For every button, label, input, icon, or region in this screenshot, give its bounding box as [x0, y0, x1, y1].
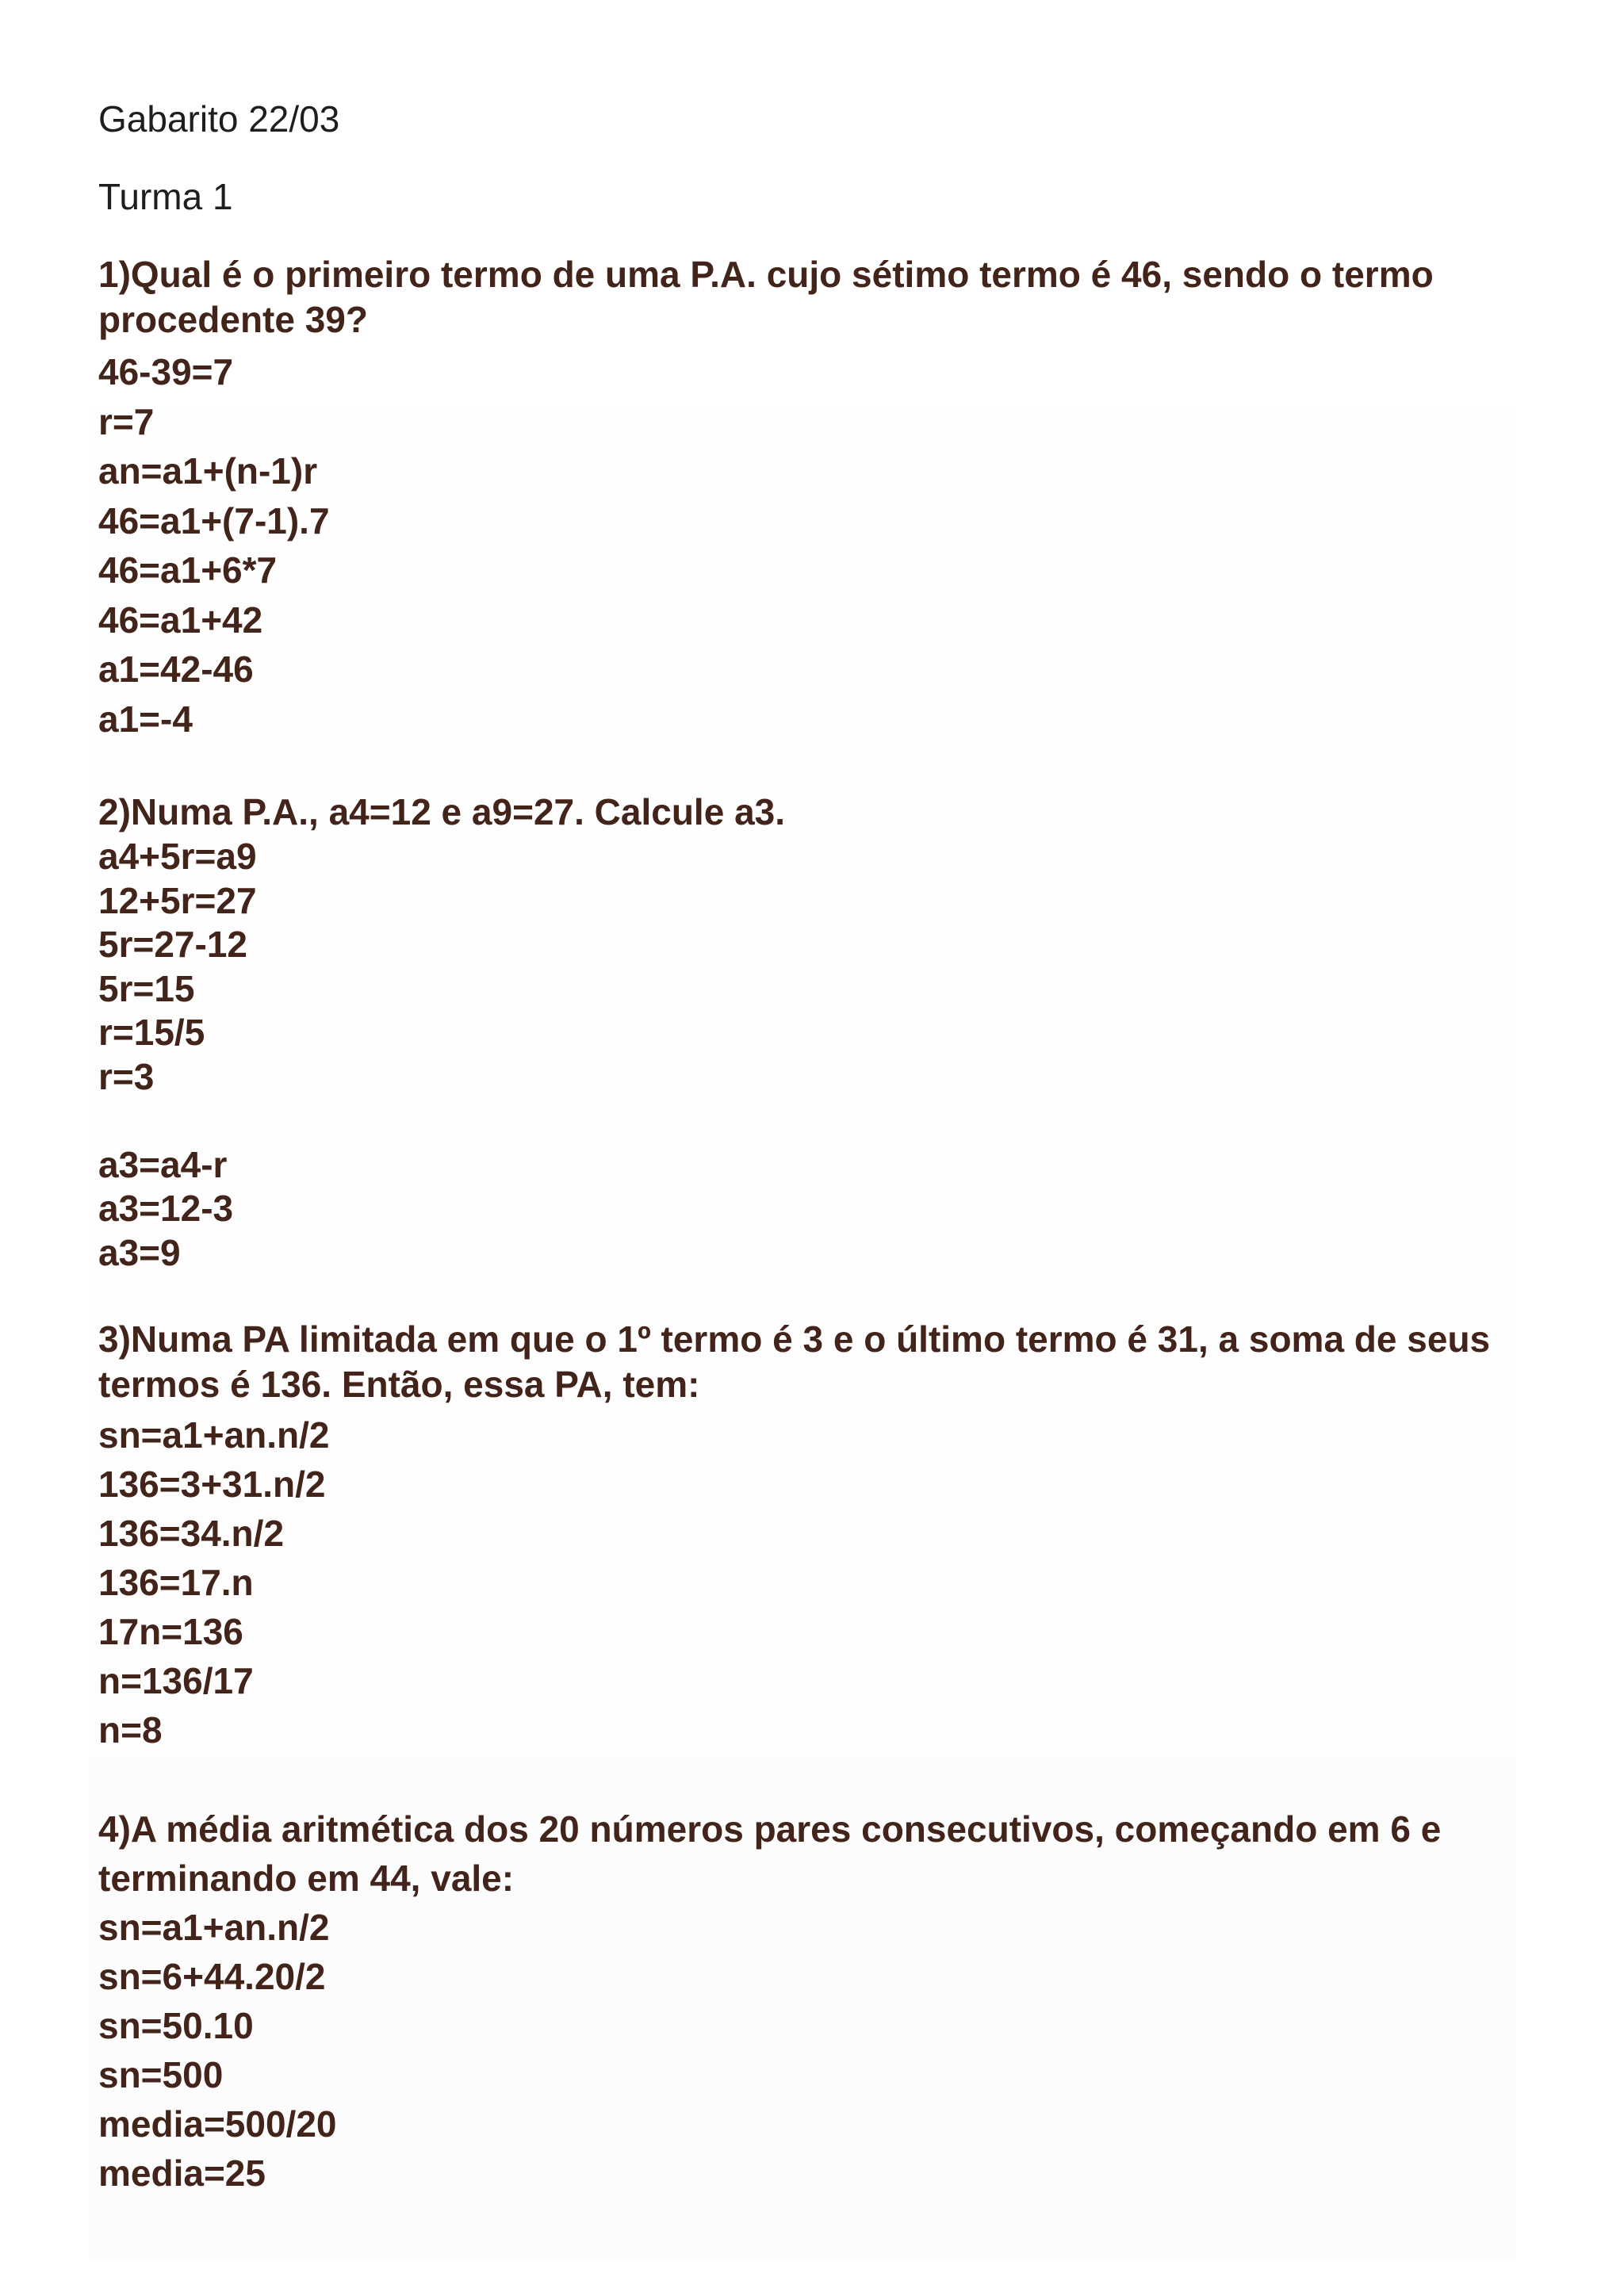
question-1-steps — [98, 347, 1534, 744]
step: a1=42-46 — [98, 649, 254, 690]
step: 136=17.n — [98, 1562, 254, 1603]
step: 12+5r=27 — [98, 879, 257, 921]
step: 46=a1+6*7 — [98, 549, 278, 591]
step: r=7 — [98, 400, 155, 442]
step: a1=-4 — [98, 698, 193, 740]
step: media=25 — [98, 2152, 266, 2194]
step: r=3 — [98, 1055, 155, 1097]
question-2-steps-continued — [98, 1143, 1534, 1276]
question-2-steps — [98, 835, 1534, 1100]
step: sn=a1+an.n/2 — [98, 1414, 330, 1456]
step: a3=9 — [98, 1231, 181, 1273]
step: 5r=15 — [98, 967, 195, 1009]
step: r=15/5 — [98, 1012, 205, 1054]
step: n=8 — [98, 1709, 163, 1751]
step: 136=34.n/2 — [98, 1513, 285, 1554]
question-4 — [98, 1804, 1534, 2198]
question-3 — [98, 1317, 1534, 1755]
step: sn=500 — [98, 2054, 224, 2095]
step: an=a1+(n-1)r — [98, 450, 318, 492]
question-4-steps — [98, 1903, 1534, 2198]
question-1-statement: 1)Qual é o primeiro termo de uma P.A. cujo sétimo termo é 46, sendo o termo procedente 39? — [98, 254, 1434, 340]
step: 46=a1+(7-1).7 — [98, 499, 330, 541]
step: a4+5r=a9 — [98, 836, 257, 877]
step: 17n=136 — [98, 1611, 243, 1652]
document-title: Gabarito 22/03 — [98, 98, 340, 140]
step: n=136/17 — [98, 1660, 254, 1701]
question-3-steps — [98, 1410, 1534, 1755]
step: sn=50.10 — [98, 2005, 254, 2046]
question-2-statement: 2)Numa P.A., a4=12 e a9=27. Calcule a3. — [98, 791, 786, 832]
step: a3=a4-r — [98, 1143, 228, 1185]
step: 46-39=7 — [98, 351, 234, 392]
step: 46=a1+42 — [98, 599, 263, 641]
step: a3=12-3 — [98, 1188, 234, 1230]
step: 5r=27-12 — [98, 924, 247, 966]
step: sn=a1+an.n/2 — [98, 1907, 330, 1948]
question-3-statement: 3)Numa PA limitada em que o 1º termo é 3 e o último termo é 31, a soma de seus termos é 136. Então, essa PA, tem: — [98, 1318, 1491, 1405]
question-1 — [98, 252, 1534, 744]
step: media=500/20 — [98, 2103, 337, 2145]
question-4-statement: 4)A média aritmética dos 20 números pares consecutivos, começando em 6 e terminando em 44, vale: — [98, 1808, 1442, 1899]
question-2 — [98, 790, 1534, 1275]
class-label: Turma 1 — [98, 176, 233, 217]
step: 136=3+31.n/2 — [98, 1464, 326, 1505]
step: sn=6+44.20/2 — [98, 1956, 326, 1997]
